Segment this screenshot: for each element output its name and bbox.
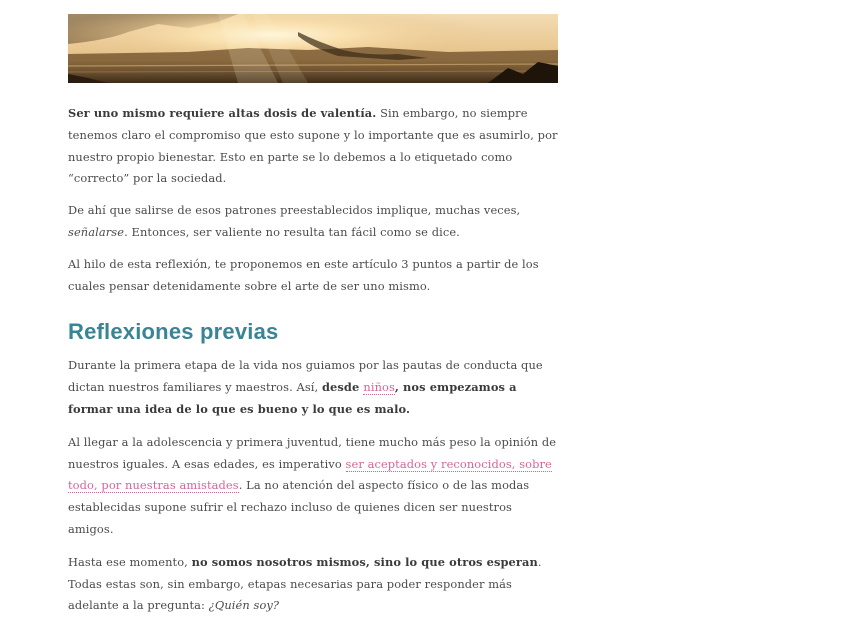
intro-paragraph-2 (68, 200, 558, 244)
article-body (68, 0, 558, 617)
intro-text: Sin embargo, no siempre tenemos claro el compromiso que esto supone y lo importante que es asumirlo, por nuestro propio bienestar. Esto en parte se lo debemos a lo etiquetado como “correcto” por la sociedad. (68, 106, 558, 186)
hero-image (68, 14, 558, 83)
body-text: Durante la primera etapa de la vida nos guiamos por las pautas de conducta que dictan nuestros familiares y maestros. Así, (68, 358, 543, 395)
intro-bold-lead: Ser uno mismo requiere altas dosis de valentía. (68, 106, 377, 120)
body-text: Al llegar a la adolescencia y primera juventud, tiene mucho más peso la opinión de nuestros iguales. A esas edades, es imperativo (68, 434, 557, 471)
link-ninos[interactable]: niños (363, 380, 395, 395)
italic-question: ¿Quién soy? (208, 598, 280, 613)
intro-text: De ahí que salirse de esos patrones preestablecidos implique, muchas veces, (68, 203, 521, 218)
section-paragraph-1 (68, 355, 558, 420)
intro-text: . Entonces, ser valiente no resulta tan fácil como se dice. (124, 224, 460, 239)
sunset-lake-photo-icon (68, 14, 558, 83)
section-paragraph-2 (68, 432, 558, 541)
body-text: . La no atención del aspecto físico o de las modas establecidas supone sufrir el rechazo incluso de quienes dicen ser nuestros amigos. (68, 478, 530, 536)
body-text: . Todas estas son, sin embargo, etapas necesarias para poder responder más adelante a la pregunta: (68, 554, 542, 613)
section-paragraph-3 (68, 552, 558, 617)
intro-paragraph-1 (68, 103, 558, 190)
bold-text: , nos empezamos a formar una idea de lo que es bueno y lo que es malo. (68, 380, 517, 416)
bold-text: desde (321, 380, 364, 395)
intro-paragraph-3 (68, 254, 558, 298)
italic-emphasis: señalarse (68, 224, 125, 239)
link-aceptados[interactable]: ser aceptados y reconocidos, sobre todo, por nuestras amistades (68, 456, 552, 493)
section-heading: Reflexiones previas (68, 319, 279, 345)
intro-text: Al hilo de esta reflexión, te proponemos en este artículo 3 puntos a partir de los cuales pensar detenidamente sobre el arte de ser uno mismo. (68, 256, 539, 293)
bold-text: no somos nosotros mismos, sino lo que otros esperan (191, 554, 538, 569)
body-text: Hasta ese momento, (68, 554, 192, 569)
